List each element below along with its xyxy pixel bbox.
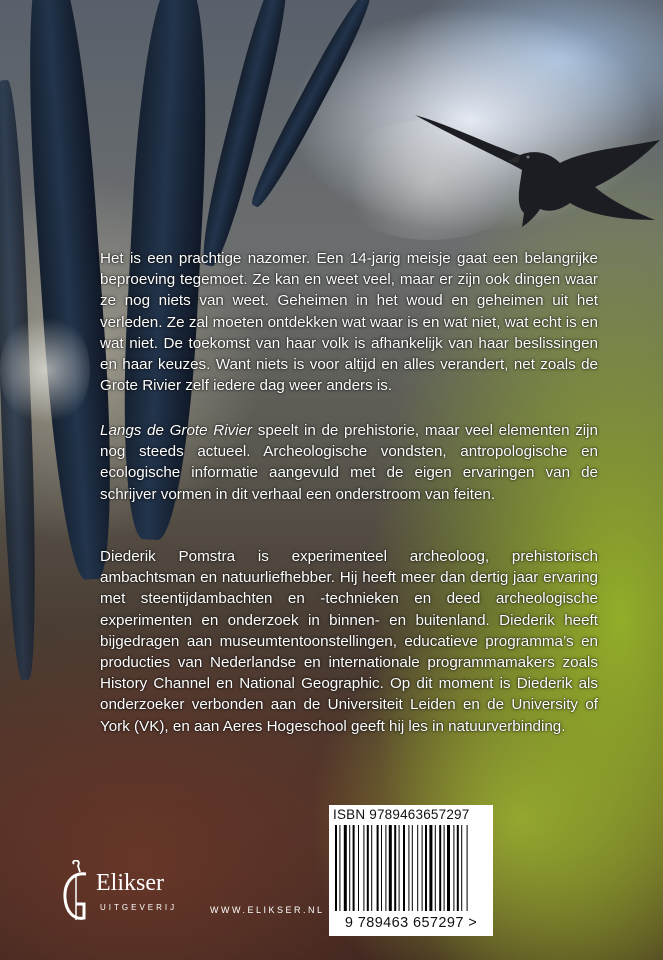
barcode-bar [344, 825, 347, 911]
publisher-logo [60, 860, 200, 930]
barcode-bar [461, 825, 462, 911]
publisher-url: WWW.ELIKSER.NL [210, 905, 325, 915]
barcode-bar [417, 825, 418, 911]
barcode-bar [439, 825, 441, 911]
barcode-bar [457, 825, 459, 911]
context-text: speelt in de prehistorie, maar veel elementen zijn nog steeds actueel. Archeologische vondsten, antropologische en ecologische informatie aangevuld met de eigen ervaringen van de schrijver vormen in dit verhaal een onderstroom van feiten. [100, 422, 598, 503]
isbn-label: ISBN 9789463657297 [333, 807, 470, 822]
barcode-bar [371, 825, 372, 911]
barcode-bar [467, 825, 468, 911]
barcode-bar [363, 825, 364, 911]
barcode-bar [339, 825, 340, 911]
barcode-bar [381, 825, 382, 911]
isbn-digits: 9 789463 657297 > [344, 915, 478, 931]
book-title: Langs de Grote Rivier [100, 422, 253, 439]
barcode-bar [447, 825, 450, 911]
barcode-bar [349, 825, 350, 911]
barcode-bar [367, 825, 369, 911]
barcode-bar [377, 825, 379, 911]
barcode-bar [358, 825, 359, 911]
publisher-name: Elikser [96, 870, 164, 896]
barcode-bar [403, 825, 405, 911]
barcode-bar [389, 825, 392, 911]
eg-monogram-icon [60, 860, 94, 930]
context-paragraph [100, 420, 598, 505]
barcode-bar [408, 825, 409, 911]
author-bio: Diederik Pomstra is experimenteel archeoloog, prehistorisch ambachtsman en natuurliefhebber. Hij heeft meer dan dertig jaar ervaring met steentijdambachten en -technieken en deed archeologische experimenten en onderzoek in binnen- en buitenland. Diederik heeft bijgedragen aan museumtentoonstellingen, educatieve programma’s en producties van Nederlandse en internationale programmamakers zoals History Channel en National Geographic. Op dit moment is Diederik als onderzoeker verbonden aan de Universiteit Leiden en de University of York (VK), en aan Aeres Hogeschool geeft hij les in natuurverbinding. [100, 548, 598, 735]
barcode-bar [394, 825, 396, 911]
barcode-bar [444, 825, 445, 911]
barcode-bar [429, 825, 432, 911]
publisher-subtitle: UITGEVERIJ [100, 903, 178, 912]
crow-illustration [410, 105, 663, 235]
barcode [335, 825, 487, 911]
barcode-bar [435, 825, 436, 911]
barcode-bar [385, 825, 386, 911]
barcode-bar [412, 825, 413, 911]
barcode-bar [353, 825, 355, 911]
barcode-panel [329, 805, 493, 936]
barcode-bar [399, 825, 400, 911]
barcode-bar [453, 825, 454, 911]
ghost-face [0, 310, 90, 430]
barcode-bar [425, 825, 427, 911]
barcode-bar [422, 825, 423, 911]
barcode-bar [335, 825, 337, 911]
summary-paragraph: Het is een prachtige nazomer. Een 14-jarig meisje gaat een belangrijke beproeving tegemoet. Ze kan en weet veel, maar er zijn ook dingen waar ze nog niets van weet. Geheimen in het woud en geheimen uit het verleden. Ze zal moeten ontdekken wat waar is en wat niet, wat echt is en wat niet. De toekomst van haar volk is afhankelijk van haar beslissingen en haar keuzes. Want niets is voor altijd en alles verandert, net zoals de Grote Rivier zelf iedere dag weer anders is. [100, 250, 598, 395]
